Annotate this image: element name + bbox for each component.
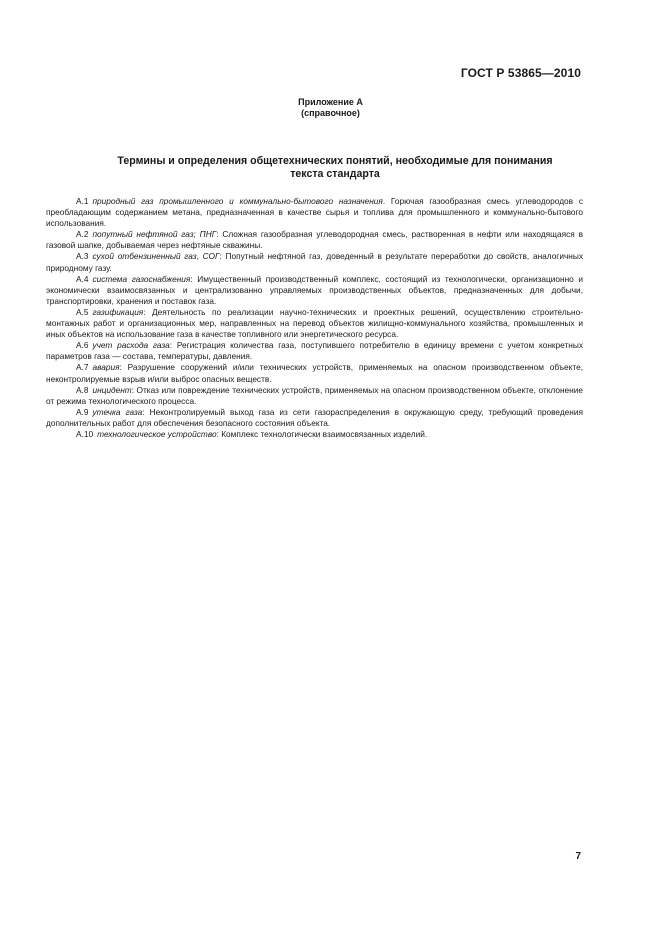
- entry-term: попутный нефтяной газ; ПНГ: [92, 229, 217, 240]
- entry-number: А.2: [76, 229, 89, 240]
- entry-number: А.3: [76, 251, 89, 262]
- entry-definition: : Неконтролируемый выход газа из сети газораспределения в окружающую среду, требующий проведения дополнительных работ для обеспечения безопасного состояния объекта.: [46, 406, 583, 428]
- definition-entry: [46, 196, 583, 229]
- entry-number: А.1: [76, 196, 89, 206]
- entry-definition: . Горючая газообразная смесь углеводородов с преобладающим содержанием метана, предназначенная в качестве сырья и топлива для промышленного и коммунально-бытового использования.: [46, 196, 583, 229]
- standard-code: ГОСТ Р 53865—2010: [460, 66, 581, 80]
- entry-term: природный газ промышленного и коммунально-бытового назначения: [92, 196, 383, 206]
- definition-entry: [46, 274, 583, 307]
- entry-number: А.5: [76, 306, 89, 317]
- entry-term: система газоснабжения: [92, 273, 191, 284]
- annex-heading: [0, 97, 661, 119]
- entry-term: инцидент: [92, 384, 132, 395]
- entry-number: А.7: [76, 362, 89, 373]
- entry-definition: : Сложная газообразная углеводородная смесь, растворенная в нефти или находящаяся в газовой шапке, добываемая через нефтяные скважины.: [46, 229, 583, 251]
- definition-entry: [46, 407, 583, 429]
- entry-term: учет расхода газа: [92, 340, 170, 351]
- entry-definition: : Разрушение сооружений и/или технических устройств, применяемых на опасном производственном объекте, неконтролируемые взрыв и/или выброс опасных веществ.: [46, 362, 583, 384]
- definition-entry: [46, 429, 583, 440]
- definition-entry: [46, 385, 583, 407]
- entry-number: А.9: [76, 406, 89, 417]
- page-number: 7: [575, 851, 581, 862]
- section-title: [60, 155, 610, 181]
- entry-definition: : Комплекс технологически взаимосвязанных изделий.: [216, 428, 428, 439]
- definition-entry: [46, 340, 583, 362]
- definition-entry: [46, 251, 583, 273]
- entry-number: А.6: [76, 340, 89, 351]
- entry-definition: : Отказ или повреждение технических устройств, применяемых на опасном производственном объекте, отклонение от режима технологического процесса.: [46, 384, 583, 406]
- definition-entry: [46, 307, 583, 340]
- entry-number: А.8: [76, 384, 89, 395]
- entry-term: сухой отбензиненный газ, СОГ: [92, 251, 220, 262]
- section-title-line-2: текста стандарта: [290, 168, 380, 180]
- entry-definition: : Попутный нефтяной газ, доведенный в результате переработки до свойств, аналогичных природному газу.: [46, 251, 583, 273]
- entry-term: газификация: [92, 306, 144, 317]
- definition-entry: [46, 362, 583, 384]
- annex-title: Приложение А: [298, 97, 363, 107]
- section-title-line-1: Термины и определения общетехнических понятий, необходимые для понимания: [117, 155, 553, 167]
- entry-definition: : Деятельность по реализации научно-технических и проектных решений, осуществлению строительно-монтажных работ и организационных мер, направленных на перевод объектов жилищно-коммунального хозяйства, промышленных и иных объектов на использование газа в качестве топливного или энергетического ресурса.: [46, 306, 583, 340]
- entry-definition: : Регистрация количества газа, поступившего потребителю в единицу времени с учетом конкретных параметров газа — состава, температуры, давления.: [46, 340, 583, 362]
- entry-number: А.10: [76, 428, 94, 439]
- entry-number: А.4: [76, 273, 89, 284]
- definition-entry: [46, 229, 583, 251]
- entry-term: технологическое устройство: [97, 428, 217, 439]
- definitions-list: [46, 196, 583, 440]
- entry-term: утечка газа: [92, 406, 143, 417]
- entry-definition: : Имущественный производственный комплекс, состоящий из технологически, организационно и экономически взаимосвязанных и централизованно управляемых производственных объектов, предназначенных для добычи, транспортировки, хранения и поставок газа.: [46, 273, 583, 306]
- annex-subtitle: (справочное): [301, 108, 360, 118]
- entry-term: авария: [92, 362, 120, 373]
